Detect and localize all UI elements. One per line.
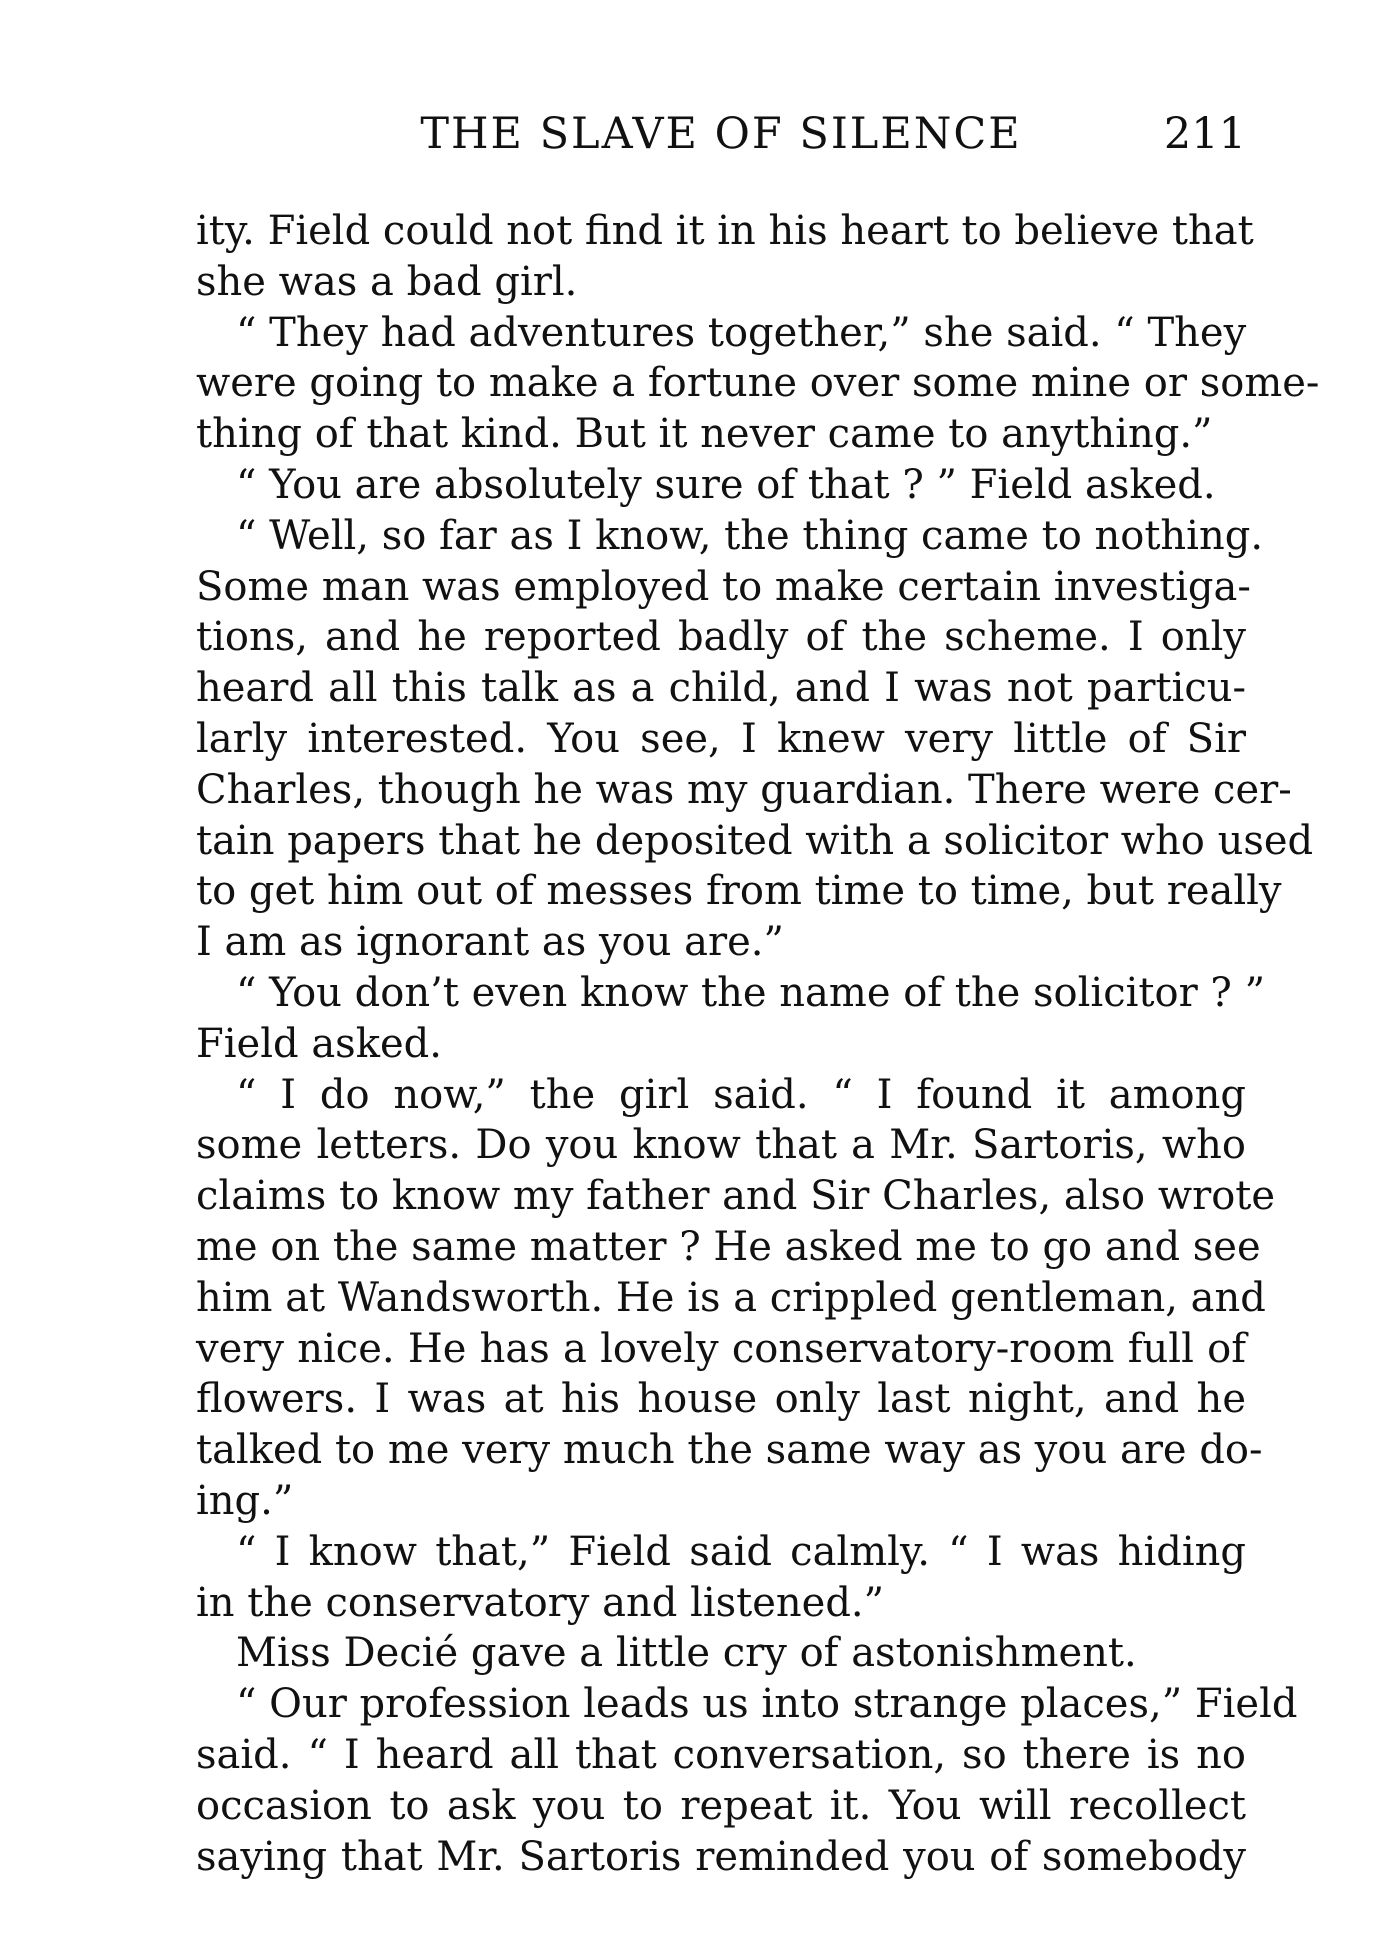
page-number: 211 [1163,109,1246,159]
running-head [196,104,1246,164]
text-line: she was a bad girl. [196,258,578,305]
text-line: “ I know that,” Field said calmly. “ I was hiding [236,1528,1246,1575]
text-line: thing of that kind. But it never came to anything.” [196,411,1213,458]
text-line: larly interested. You see, I knew very little of Sir [196,715,1246,762]
text-line: in the conservatory and listened.” [196,1579,885,1626]
text-line: “ They had adventures together,” she said. “ They [236,309,1247,356]
text-line: “ You don’t even know the name of the solicitor ? ” [236,969,1266,1016]
text-line: claims to know my father and Sir Charles, also wrote [196,1173,1276,1220]
text-line: Miss Decié gave a little cry of astonishment. [236,1630,1137,1677]
body-text [196,206,1320,1882]
text-line: ity. Field could not find it in his heart to believe that [196,208,1254,254]
text-line: I am as ignorant as you are.” [196,919,784,966]
text-line: tain papers that he deposited with a solicitor who used [196,817,1314,864]
text-line: some letters. Do you know that a Mr. Sartoris, who [196,1122,1246,1169]
text-line: were going to make a fortune over some mine or some- [196,360,1320,407]
text-line: to get him out of messes from time to time, but really [196,868,1282,915]
text-line: flowers. I was at his house only last night, and he [196,1376,1246,1423]
text-line: me on the same matter ? He asked me to go and see [196,1223,1261,1270]
text-line: him at Wandsworth. He is a crippled gentleman, and [196,1274,1266,1321]
text-line: very nice. He has a lovely conservatory-room full of [196,1325,1246,1372]
text-line: Some man was employed to make certain investiga- [196,563,1251,610]
text-line: “ Our profession leads us into strange places,” Field [236,1681,1298,1728]
running-title: THE SLAVE OF SILENCE [420,109,1022,159]
text-line: talked to me very much the same way as you are do- [196,1427,1263,1474]
text-line: “ You are absolutely sure of that ? ” Field asked. [236,461,1216,508]
text-line: tions, and he reported badly of the scheme. I only [196,614,1246,661]
text-line: said. “ I heard all that conversation, so there is no [196,1731,1246,1778]
text-line: Field asked. [196,1020,442,1067]
text-line: saying that Mr. Sartoris reminded you of somebody [196,1833,1246,1880]
text-line: occasion to ask you to repeat it. You will recollect [196,1782,1246,1829]
text-line: Charles, though he was my guardian. There were cer- [196,766,1292,813]
text-line: “ Well, so far as I know, the thing came to nothing. [236,512,1264,559]
text-line: ing.” [196,1477,294,1524]
text-line: heard all this talk as a child, and I was not particu- [196,665,1246,712]
text-line: “ I do now,” the girl said. “ I found it among [236,1071,1246,1118]
